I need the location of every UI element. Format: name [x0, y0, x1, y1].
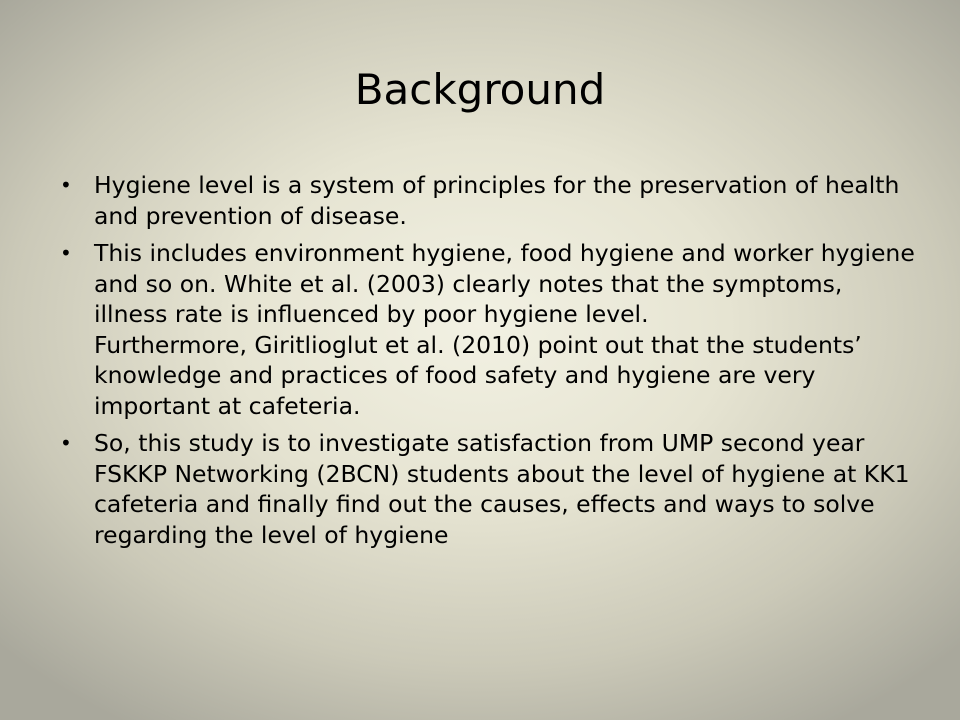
bullet-list [58, 170, 918, 557]
bullet-marker: • [60, 241, 72, 265]
bullet-text: Hygiene level is a system of principles for the preservation of health and prevention of disease. [94, 171, 900, 230]
bullet-item [58, 170, 918, 231]
bullet-continuation-text: Furthermore, Giritlioglut et al. (2010) point out that the students’ knowledge and practices of food safety and hygiene are very important at cafeteria. [94, 330, 862, 420]
slide-title: Background [354, 65, 606, 114]
bullet-text: This includes environment hygiene, food hygiene and worker hygiene and so on. White et al. (2003) clearly notes that the symptoms, illness rate is influenced by poor hygiene level. [94, 239, 915, 328]
bullet-item [58, 238, 918, 421]
bullet-marker: • [60, 173, 72, 197]
bullet-text: So, this study is to investigate satisfaction from UMP second year FSKKP Networking (2BCN) students about the level of hygiene at KK1 cafeteria and finally find out the causes, effects and ways to solve regarding the level of hygiene [94, 429, 910, 549]
bullet-marker: • [60, 431, 72, 455]
bullet-item [58, 428, 918, 550]
